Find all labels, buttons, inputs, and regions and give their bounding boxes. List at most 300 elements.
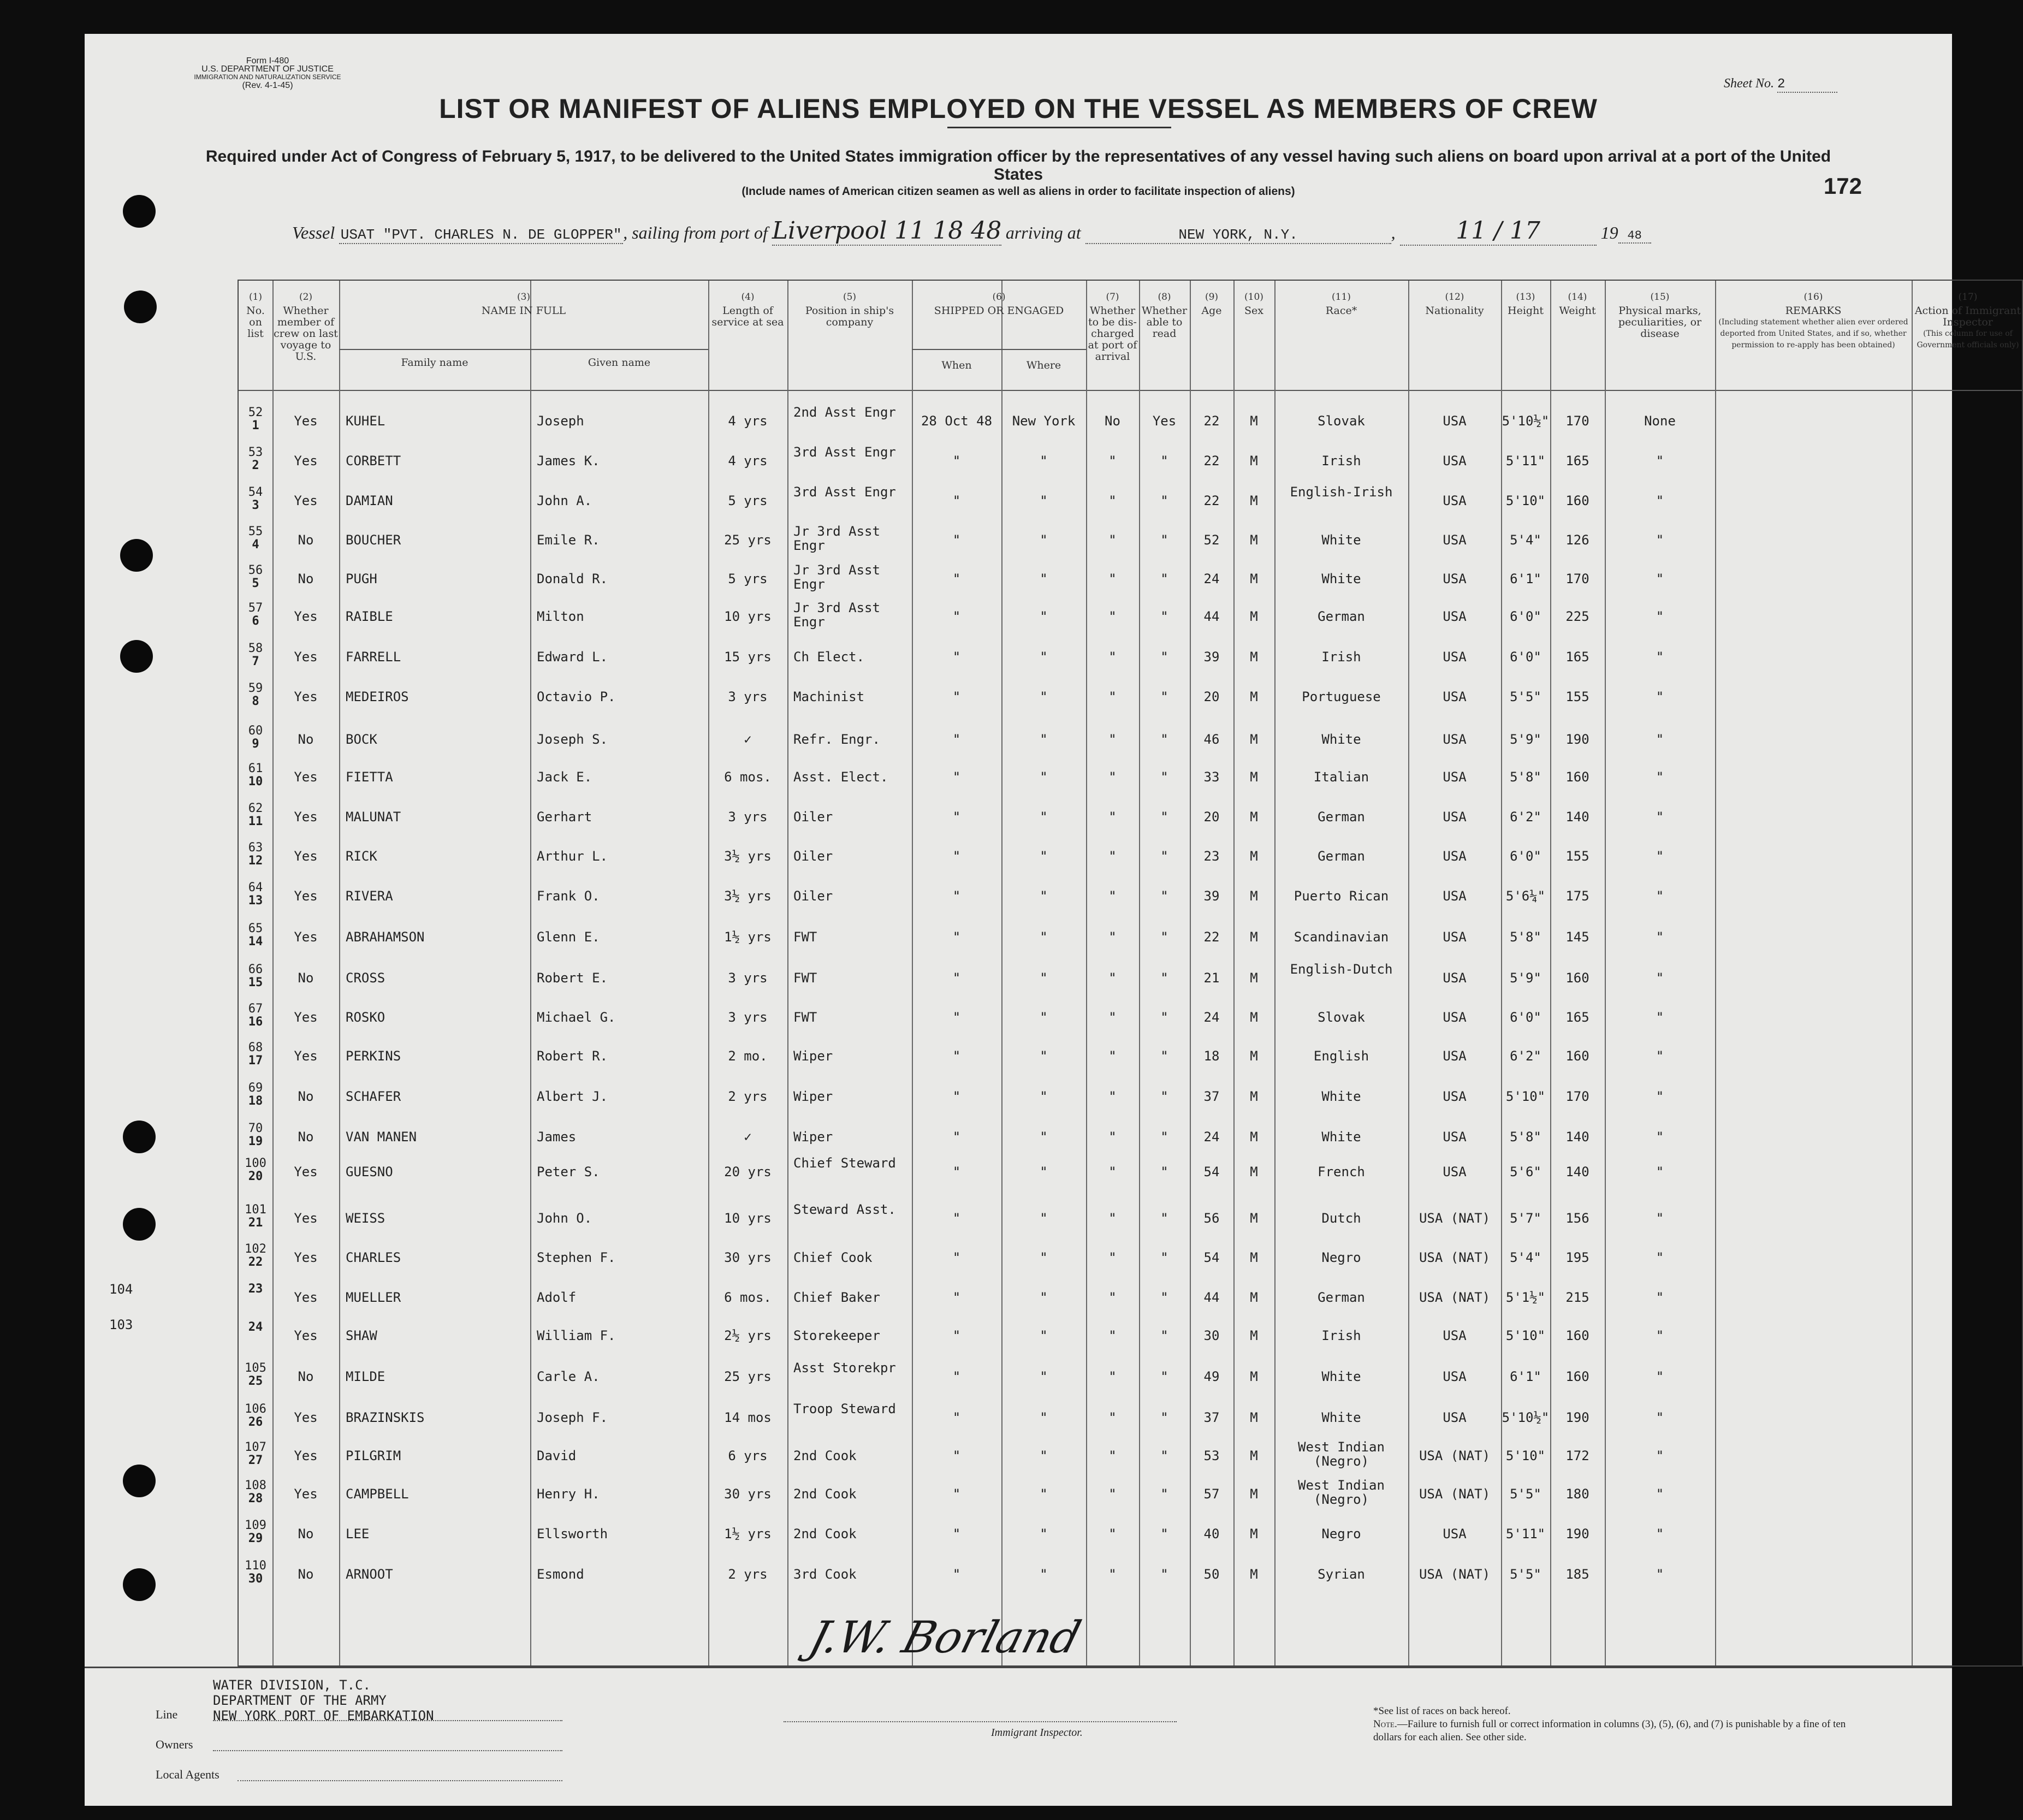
list-number-bottom: 11: [248, 815, 263, 828]
list-number-top: 52: [248, 406, 263, 419]
able-to-read: ": [1160, 571, 1168, 586]
punch-hole: [123, 1568, 156, 1601]
position: Jr 3rd Asst Engr: [793, 600, 880, 630]
shipped-where: New York: [1012, 413, 1076, 429]
able-to-read: ": [1160, 689, 1168, 704]
position: Oiler: [793, 888, 833, 904]
member-last-voyage: Yes: [294, 1211, 318, 1226]
service-length: 3 yrs: [728, 689, 768, 704]
service-length: 1½ yrs: [724, 929, 772, 945]
family-name: RIVERA: [346, 888, 393, 904]
age: 24: [1203, 1010, 1220, 1025]
given-name: Michael G.: [537, 1010, 616, 1025]
age: 20: [1203, 809, 1220, 825]
height: 5'9": [1510, 732, 1541, 747]
list-number-bottom: 8: [252, 695, 259, 708]
race: White: [1321, 1369, 1361, 1384]
weight: 165: [1565, 649, 1589, 665]
able-to-read: ": [1160, 888, 1168, 904]
physical-marks: ": [1656, 493, 1664, 508]
race: White: [1321, 571, 1361, 586]
age: 40: [1203, 1526, 1220, 1542]
able-to-read: ": [1160, 1089, 1168, 1104]
age: 39: [1203, 888, 1220, 904]
weight: 145: [1565, 929, 1589, 945]
discharge: ": [1108, 1410, 1117, 1425]
height: 6'0": [1510, 849, 1541, 864]
family-name: ROSKO: [346, 1010, 385, 1025]
family-name: PUGH: [346, 571, 377, 586]
position: Oiler: [793, 809, 833, 825]
weight: 160: [1565, 970, 1589, 986]
height: 5'10½": [1502, 1410, 1550, 1425]
service-length: 10 yrs: [724, 1211, 772, 1226]
weight: 180: [1565, 1486, 1589, 1502]
position: Chief Baker: [793, 1290, 880, 1305]
age: 50: [1203, 1567, 1220, 1582]
nationality: USA (NAT): [1419, 1290, 1491, 1305]
list-number: [240, 1560, 271, 1586]
list-number-top: 56: [248, 564, 263, 577]
race: Puerto Rican: [1294, 888, 1389, 904]
year-prefix: 19: [1600, 223, 1618, 242]
shipped-when: ": [952, 970, 961, 986]
form-number: Form I-480: [246, 56, 289, 66]
nationality: USA: [1443, 888, 1467, 904]
age: 56: [1203, 1211, 1220, 1226]
member-last-voyage: No: [298, 970, 314, 986]
service-length: 14 mos: [724, 1410, 772, 1425]
race: White: [1321, 532, 1361, 548]
header-c5: (5) Position in ship's company: [805, 292, 894, 328]
list-number: [240, 1519, 271, 1545]
shipped-where: ": [1040, 929, 1048, 945]
able-to-read: ": [1160, 769, 1168, 785]
weight: 160: [1565, 1048, 1589, 1064]
shipped-where: ": [1040, 769, 1048, 785]
list-number: [240, 446, 271, 472]
given-name: Gerhart: [537, 809, 592, 825]
given-name: Emile R.: [537, 532, 600, 548]
sex: M: [1250, 649, 1258, 665]
shipped-where: ": [1040, 1089, 1048, 1104]
shipped-when: ": [952, 1129, 961, 1145]
sex: M: [1250, 1164, 1258, 1179]
age: 30: [1203, 1328, 1220, 1343]
header-c9: (9) Age: [1201, 292, 1222, 317]
physical-marks: ": [1656, 769, 1664, 785]
race: German: [1318, 849, 1365, 864]
list-number-bottom: 19: [248, 1135, 263, 1148]
service-length: 3 yrs: [728, 1010, 768, 1025]
weight: 170: [1565, 1089, 1589, 1104]
physical-marks: ": [1656, 1250, 1664, 1265]
nationality: USA: [1443, 609, 1467, 624]
year-suffix: 48: [1618, 229, 1651, 244]
member-last-voyage: Yes: [294, 1486, 318, 1502]
able-to-read: ": [1160, 1328, 1168, 1343]
able-to-read: ": [1160, 1250, 1168, 1265]
shipped-where: ": [1040, 1129, 1048, 1145]
family-name: ABRAHAMSON: [346, 929, 425, 945]
member-last-voyage: Yes: [294, 1448, 318, 1463]
header-c12: (12) Nationality: [1425, 292, 1484, 317]
list-number-top: 64: [248, 881, 263, 894]
position: FWT: [793, 970, 817, 986]
stamp-number: 172: [1823, 173, 1862, 199]
race: West Indian (Negro): [1298, 1478, 1385, 1507]
height: 5'9": [1510, 970, 1541, 986]
physical-marks: ": [1656, 732, 1664, 747]
nationality: USA: [1443, 732, 1467, 747]
shipped-when: ": [952, 1164, 961, 1179]
list-number: [240, 1321, 271, 1334]
discharge: ": [1108, 1290, 1117, 1305]
height: 5'10": [1505, 493, 1546, 508]
sailing-label: , sailing from port of: [623, 223, 768, 242]
age: 24: [1203, 571, 1220, 586]
discharge: No: [1105, 413, 1120, 429]
list-number: [240, 1204, 271, 1230]
sex: M: [1250, 732, 1258, 747]
header-c14: (14) Weight: [1559, 292, 1596, 317]
race: White: [1321, 1410, 1361, 1425]
given-name: Robert E.: [537, 970, 608, 986]
able-to-read: ": [1160, 532, 1168, 548]
position: 3rd Asst Engr: [793, 484, 896, 500]
physical-marks: None: [1644, 413, 1676, 429]
age: 54: [1203, 1164, 1220, 1179]
physical-marks: ": [1656, 1290, 1664, 1305]
physical-marks: ": [1656, 929, 1664, 945]
inspector-label: Immigrant Inspector.: [991, 1727, 1083, 1739]
line-text-1: WATER DIVISION, T.C.: [213, 1677, 371, 1693]
shipped-where: ": [1040, 1448, 1048, 1463]
able-to-read: ": [1160, 1567, 1168, 1582]
physical-marks: ": [1656, 571, 1664, 586]
service-length: 4 yrs: [728, 413, 768, 429]
list-number: [240, 1157, 271, 1183]
shipped-where: ": [1040, 1048, 1048, 1064]
position: Chief Steward: [793, 1155, 896, 1171]
race: White: [1321, 1129, 1361, 1145]
header-c10: (10) Sex: [1244, 292, 1263, 317]
service-length: 15 yrs: [724, 649, 772, 665]
given-name: Albert J.: [537, 1089, 608, 1104]
punch-hole: [123, 1121, 156, 1153]
list-number-top: 107: [245, 1440, 266, 1454]
discharge: ": [1108, 532, 1117, 548]
sex: M: [1250, 493, 1258, 508]
height: 5'5": [1510, 1567, 1541, 1582]
weight: 172: [1565, 1448, 1589, 1463]
physical-marks: ": [1656, 1567, 1664, 1582]
list-number-bottom: 3: [252, 499, 259, 512]
header-c15: (15) Physical marks, peculiarities, or disease: [1618, 292, 1702, 340]
race: Irish: [1321, 1328, 1361, 1343]
shipped-when: ": [952, 689, 961, 704]
race: English-Dutch: [1290, 962, 1393, 977]
position: FWT: [793, 1010, 817, 1025]
list-number-top: 106: [245, 1402, 266, 1416]
race: Negro: [1321, 1526, 1361, 1542]
sex: M: [1250, 1290, 1258, 1305]
header-c1: (1) No. on list: [246, 292, 265, 340]
given-name: Esmond: [537, 1567, 584, 1582]
race: Irish: [1321, 453, 1361, 469]
position: Chief Cook: [793, 1250, 873, 1265]
family-name: RAIBLE: [346, 609, 393, 624]
service-length: 2 yrs: [728, 1567, 768, 1582]
member-last-voyage: Yes: [294, 809, 318, 825]
member-last-voyage: Yes: [294, 1328, 318, 1343]
height: 6'0": [1510, 609, 1541, 624]
list-number-bottom: 16: [248, 1015, 263, 1029]
service-length: 5 yrs: [728, 493, 768, 508]
list-number-bottom: 24: [248, 1320, 263, 1334]
physical-marks: ": [1656, 1048, 1664, 1064]
sex: M: [1250, 970, 1258, 986]
sheet-label: Sheet No.: [1724, 76, 1774, 91]
race: Scandinavian: [1294, 929, 1389, 945]
list-number: [240, 802, 271, 828]
nationality: USA: [1443, 1010, 1467, 1025]
sex: M: [1250, 1486, 1258, 1502]
physical-marks: ": [1656, 1211, 1664, 1226]
given-name: Joseph S.: [537, 732, 608, 747]
family-name: PILGRIM: [346, 1448, 401, 1463]
able-to-read: ": [1160, 453, 1168, 469]
list-number-top: 69: [248, 1081, 263, 1095]
column-rule: [339, 281, 340, 1665]
discharge: ": [1108, 1526, 1117, 1542]
discharge: ": [1108, 1448, 1117, 1463]
shipped-where: ": [1040, 1328, 1048, 1343]
nationality: USA (NAT): [1419, 1486, 1491, 1502]
weight: 160: [1565, 769, 1589, 785]
shipped-where: ": [1040, 849, 1048, 864]
arriving-port: NEW YORK, N.Y.: [1085, 227, 1391, 244]
sex: M: [1250, 1048, 1258, 1064]
physical-marks: ": [1656, 888, 1664, 904]
member-last-voyage: Yes: [294, 929, 318, 945]
position: Asst. Elect.: [793, 769, 888, 785]
list-number: [240, 406, 271, 432]
shipped-where: ": [1040, 1410, 1048, 1425]
service-length: 3½ yrs: [724, 888, 772, 904]
age: 33: [1203, 769, 1220, 785]
given-name: James K.: [537, 453, 600, 469]
weight: 140: [1565, 1164, 1589, 1179]
discharge: ": [1108, 809, 1117, 825]
able-to-read: ": [1160, 1129, 1168, 1145]
sex: M: [1250, 1010, 1258, 1025]
shipped-when: ": [952, 929, 961, 945]
nationality: USA (NAT): [1419, 1567, 1491, 1582]
shipped-where: ": [1040, 1567, 1048, 1582]
service-length: 30 yrs: [724, 1250, 772, 1265]
list-number: [240, 725, 271, 751]
discharge: ": [1108, 1164, 1117, 1179]
weight: 170: [1565, 413, 1589, 429]
line-underline: [213, 1720, 562, 1721]
discharge: ": [1108, 609, 1117, 624]
header-c4: (4) Length of service at sea: [711, 292, 784, 328]
age: 44: [1203, 609, 1220, 624]
shipped-when: ": [952, 1328, 961, 1343]
height: 5'10": [1505, 1089, 1546, 1104]
footer-notes: [1373, 1705, 1854, 1744]
list-number-top: 109: [245, 1519, 266, 1532]
member-last-voyage: No: [298, 1526, 314, 1542]
list-number-bottom: 9: [252, 737, 259, 751]
family-name: ARNOOT: [346, 1567, 393, 1582]
list-number-bottom: 15: [248, 976, 263, 989]
list-number: [240, 1362, 271, 1388]
nationality: USA: [1443, 1164, 1467, 1179]
list-number-bottom: 29: [248, 1532, 263, 1545]
height: 5'10½": [1502, 413, 1550, 429]
arrival-date: 11 / 17: [1400, 217, 1597, 246]
nationality: USA: [1443, 849, 1467, 864]
list-number-bottom: 10: [248, 775, 263, 789]
shipped-where: ": [1040, 649, 1048, 665]
given-name: Frank O.: [537, 888, 600, 904]
position: 3rd Asst Engr: [793, 444, 896, 460]
given-name: Donald R.: [537, 571, 608, 586]
shipped-when: ": [952, 1369, 961, 1384]
race: White: [1321, 1089, 1361, 1104]
header-remarks: (16) REMARKS (Including statement whether alien ever ordered deported from United States, and if so, whether permission to re-apply has been obtained): [1718, 292, 1908, 349]
family-name: MUELLER: [346, 1290, 401, 1305]
family-name: CAMPBELL: [346, 1486, 409, 1502]
shipped-when: 28 Oct 48: [921, 413, 993, 429]
sex: M: [1250, 413, 1258, 429]
position: 2nd Asst Engr: [793, 405, 896, 420]
shipped-where: ": [1040, 1164, 1048, 1179]
able-to-read: ": [1160, 493, 1168, 508]
shipped-when: ": [952, 769, 961, 785]
family-name: MALUNAT: [346, 809, 401, 825]
race: German: [1318, 809, 1365, 825]
given-name: Jack E.: [537, 769, 592, 785]
family-name: DAMIAN: [346, 493, 393, 508]
shipped-where: ": [1040, 532, 1048, 548]
nationality: USA: [1443, 571, 1467, 586]
given-name: John O.: [537, 1211, 592, 1226]
nationality: USA: [1443, 493, 1467, 508]
list-number-top: 110: [245, 1559, 266, 1573]
physical-marks: ": [1656, 970, 1664, 986]
member-last-voyage: Yes: [294, 649, 318, 665]
service-length: 3 yrs: [728, 970, 768, 986]
race: Portuguese: [1302, 689, 1381, 704]
header-name: (3) NAME IN FULL: [481, 292, 566, 317]
age: 37: [1203, 1410, 1220, 1425]
able-to-read: ": [1160, 1486, 1168, 1502]
physical-marks: ": [1656, 1448, 1664, 1463]
family-name: MEDEIROS: [346, 689, 409, 704]
discharge: ": [1108, 1328, 1117, 1343]
nationality: USA: [1443, 453, 1467, 469]
service-length: 2½ yrs: [724, 1328, 772, 1343]
shipped-when: ": [952, 1290, 961, 1305]
given-name: Joseph: [537, 413, 584, 429]
given-name: Arthur L.: [537, 849, 608, 864]
shipped-when: ": [952, 1089, 961, 1104]
physical-marks: ": [1656, 1410, 1664, 1425]
member-last-voyage: Yes: [294, 453, 318, 469]
position: Oiler: [793, 849, 833, 864]
shipped-when: ": [952, 809, 961, 825]
able-to-read: ": [1160, 1010, 1168, 1025]
list-number: [240, 1403, 271, 1429]
shipped-where: ": [1040, 1010, 1048, 1025]
discharge: ": [1108, 1369, 1117, 1384]
member-last-voyage: Yes: [294, 609, 318, 624]
age: 44: [1203, 1290, 1220, 1305]
physical-marks: ": [1656, 649, 1664, 665]
list-number-bottom: 20: [248, 1170, 263, 1183]
list-number-bottom: 7: [252, 655, 259, 668]
given-name: James: [537, 1129, 577, 1145]
race: English-Irish: [1290, 484, 1393, 500]
line-text-2: DEPARTMENT OF THE ARMY: [213, 1693, 387, 1708]
age: 22: [1203, 413, 1220, 429]
family-name: MILDE: [346, 1369, 385, 1384]
sex: M: [1250, 1328, 1258, 1343]
family-name: KUHEL: [346, 413, 385, 429]
weight: 190: [1565, 1410, 1589, 1425]
height: 5'8": [1510, 929, 1541, 945]
list-number-bottom: 27: [248, 1454, 263, 1467]
given-name: Robert R.: [537, 1048, 608, 1064]
list-number-top: 66: [248, 963, 263, 976]
able-to-read: ": [1160, 1369, 1168, 1384]
able-to-read: ": [1160, 929, 1168, 945]
member-last-voyage: No: [298, 532, 314, 548]
shipped-when: ": [952, 649, 961, 665]
punch-hole: [123, 1208, 156, 1241]
race: English: [1313, 1048, 1369, 1064]
weight: 195: [1565, 1250, 1589, 1265]
shipped-where: ": [1040, 732, 1048, 747]
list-number-top: 60: [248, 724, 263, 738]
family-name: CHARLES: [346, 1250, 401, 1265]
weight: 160: [1565, 1369, 1589, 1384]
age: 52: [1203, 532, 1220, 548]
weight: 126: [1565, 532, 1589, 548]
family-name: LEE: [346, 1526, 370, 1542]
list-number: [240, 1283, 271, 1296]
physical-marks: ": [1656, 1526, 1664, 1542]
family-name: CROSS: [346, 970, 385, 986]
list-number-bottom: 18: [248, 1094, 263, 1108]
nationality: USA (NAT): [1419, 1448, 1491, 1463]
shipped-when: ": [952, 1567, 961, 1582]
list-number-bottom: 4: [252, 538, 259, 552]
age: 21: [1203, 970, 1220, 986]
service-length: ✓: [744, 732, 752, 747]
sheet-value: 2: [1777, 77, 1837, 93]
column-rule: [787, 281, 788, 1665]
list-number-top: 63: [248, 841, 263, 855]
position: Wiper: [793, 1048, 833, 1064]
family-name: FARRELL: [346, 649, 401, 665]
sex: M: [1250, 929, 1258, 945]
service-length: 25 yrs: [724, 532, 772, 548]
shipped-when: ": [952, 1486, 961, 1502]
